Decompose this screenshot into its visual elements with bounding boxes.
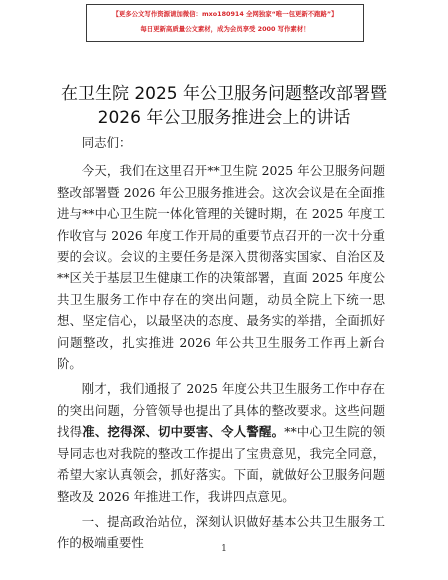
promo-line-2: 每日更新高质量公文素材，成为会员享受 2000 写作素材！	[140, 25, 310, 33]
page-number: 1	[221, 544, 227, 554]
paragraph-2	[57, 378, 385, 506]
paragraph-1: 今天，我们在这里召开**卫生院 2025 年公卫服务问题整改部署暨 2026 年公卫服务推进会。这次会议是在全面推进与**中心卫生院一体化管理的关键时期，在 2025 年度工作收官与 2026 年度工作开局的重要节点召开的一次十分重要的会议。会议的主要任务是深入贯彻落实国家、自治区及**区关于基层卫生健康工作的决策部署，直面 2025 年度公共卫生服务工作中存在的突出问题，动员全院上下统一思想、坚定信心，以最坚决的态度、最务实的举措，全面抓好问题整改，扎实推进 2026 年公共卫生服务工作再上新台阶。	[57, 163, 385, 372]
greeting: 同志们：	[81, 135, 132, 150]
paragraph-2-text-b: **中心卫生院的领导同志也对我院的整改工作提出了宝贵意见，我完全同意，希望大家认真领会，抓好落实。下面，就做好公卫服务问题整改及 2026 年推进工作，我讲四点意见。	[57, 424, 386, 504]
paragraph-2-text-a: 刚才，我们通报了 2025 年度公共卫生服务工作中存在的突出问题，分管领导也提出了具体的整改要求。这些问题找得	[57, 381, 385, 440]
section-heading-1: 一、提高政治站位，深刻认识做好基本公共卫生服务工作的极端重要性	[57, 513, 385, 551]
title-line-1: 在卫生院 2025 年公卫服务问题整改部署暨	[60, 84, 388, 104]
document-body	[57, 132, 385, 558]
paragraph-2-bold: 准、挖得深、切中要害、令人警醒。	[82, 424, 285, 440]
promo-banner	[86, 4, 364, 42]
title-line-2: 2026 年公卫服务推进会上的讲话	[97, 108, 351, 128]
document-title	[0, 82, 448, 130]
promo-line-1: 【更多公文写作资源请加微信：mxo180914 全网独家“唯一包更新不跑路”】	[112, 10, 338, 18]
